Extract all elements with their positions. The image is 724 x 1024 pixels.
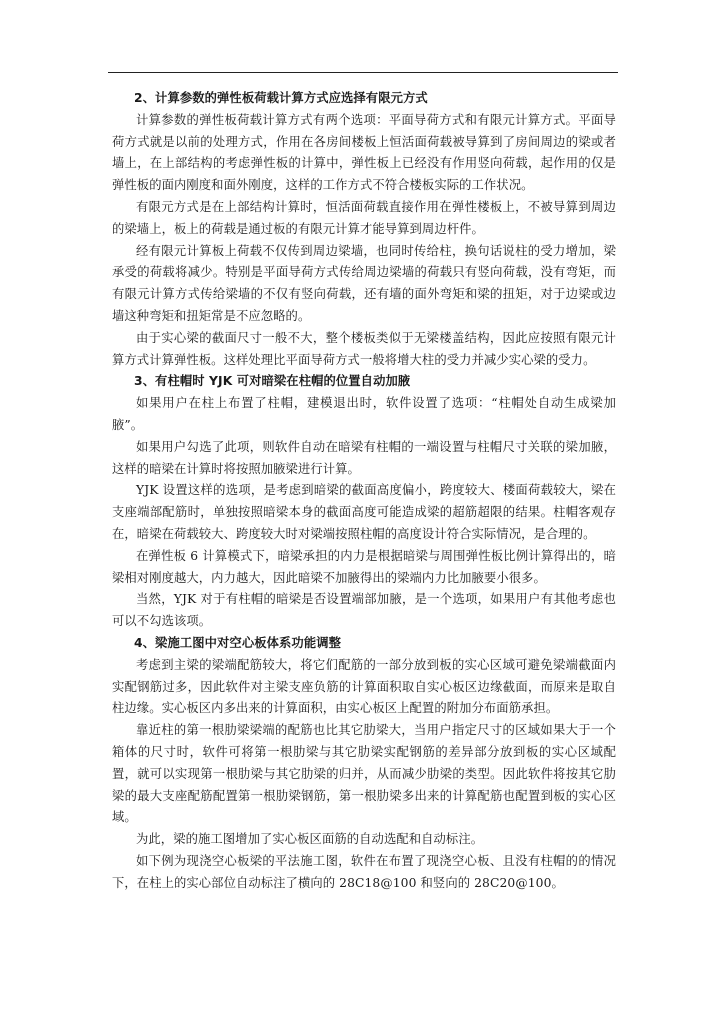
section-heading: 3、有柱帽时 YJK 可对暗梁在柱帽的位置自动加腋 [134,374,411,389]
paragraph: 在弹性板 6 计算模式下，暗梁承担的内力是根据暗梁与周围弹性板比例计算得出的，暗梁相对刚度越大，内力越大，因此暗梁不加腋得出的梁端内力比加腋要小很多。 [112,548,616,585]
section-2 [112,88,616,371]
header-rule [108,72,618,73]
paragraph: 靠近柱的第一根肋梁梁端的配筋也比其它肋梁大，当用户指定尺寸的区域如果大于一个箱体的尺寸时，软件可将第一根肋梁与其它肋梁实配钢筋的差异部分放到板的实心区域配置，就可以实现第一根肋梁与其它肋梁的归并，从而减少肋梁的类型。因此软件将按其它肋梁的最大支座配筋配置第一根肋梁钢筋，第一根肋梁多出来的计算配筋也配置到板的实心区域。 [112,723,616,825]
paragraph: 经有限元计算板上荷载不仅传到周边梁墙，也同时传给柱，换句话说柱的受力增加，梁承受的荷载将减少。特别是平面导荷方式传给周边梁墙的荷载只有竖向荷载，没有弯矩，而有限元计算方式传给梁墙的不仅有竖向荷载，还有墙的面外弯矩和梁的扭矩，对于边梁或边墙这种弯矩和扭矩常是不应忽略的。 [112,243,616,323]
section-4 [112,633,616,895]
document-body [112,88,616,894]
paragraph: YJK 设置这样的选项，是考虑到暗梁的截面高度偏小，跨度较大、楼面荷载较大，梁在支座端部配筋时，单独按照暗梁本身的截面高度可能造成梁的超筋超限的结果。柱帽客观存在，暗梁在荷载较大、跨度较大时对梁端按照柱帽的高度设计符合实际情况，是合理的。 [112,483,616,541]
paragraph: 如下例为现浇空心板梁的平法施工图，软件在布置了现浇空心板、且没有柱帽的的情况下，在柱上的实心部位自动标注了横向的 28C18@100 和竖向的 28C20@100。 [112,853,616,890]
paragraph: 计算参数的弹性板荷载计算方式有两个选项：平面导荷方式和有限元计算方式。平面导荷方式就是以前的处理方式，作用在各房间楼板上恒活面荷载被导算到了房间周边的梁或者墙上，在上部结构的考虑弹性板的计算中，弹性板上已经没有作用竖向荷载，起作用的仅是弹性板的面内刚度和面外刚度，这样的工作方式不符合楼板实际的工作状况。 [112,112,616,193]
section-3 [112,371,616,633]
paragraph: 有限元方式是在上部结构计算时，恒活面荷载直接作用在弹性楼板上，不被导算到周边的梁墙上，板上的荷载是通过板的有限元计算才能导算到周边杆件。 [112,199,616,236]
paragraph: 为此，梁的施工图增加了实心板区面筋的自动选配和自动标注。 [136,832,484,847]
paragraph: 当然，YJK 对于有柱帽的暗梁是否设置端部加腋，是一个选项，如果用户有其他考虑也可以不勾选该项。 [112,592,616,629]
paragraph: 考虑到主梁的梁端配筋较大，将它们配筋的一部分放到板的实心区域可避免梁端截面内实配钢筋过多，因此软件对主梁支座负筋的计算面积取自实心板区边缘截面，而原来是取自柱边缘。实心板区内多出来的计算面积，由实心板区上配置的附加分布面筋承担。 [112,657,616,716]
paragraph: 由于实心梁的截面尺寸一般不大，整个楼板类似于无梁楼盖结构，因此应按照有限元计算方式计算弹性板。这样处理比平面导荷方式一般将增大柱的受力并减少实心梁的受力。 [112,330,616,367]
section-heading: 4、梁施工图中对空心板体系功能调整 [134,635,342,650]
paragraph: 如果用户勾选了此项，则软件自动在暗梁有柱帽的一端设置与柱帽尺寸关联的梁加腋，这样的暗梁在计算时将按照加腋梁进行计算。 [112,439,616,476]
section-heading: 2、计算参数的弹性板荷载计算方式应选择有限元方式 [134,91,428,105]
paragraph: 如果用户在柱上布置了柱帽，建模退出时，软件设置了选项：“柱帽处自动生成梁加腋”。 [112,396,616,432]
